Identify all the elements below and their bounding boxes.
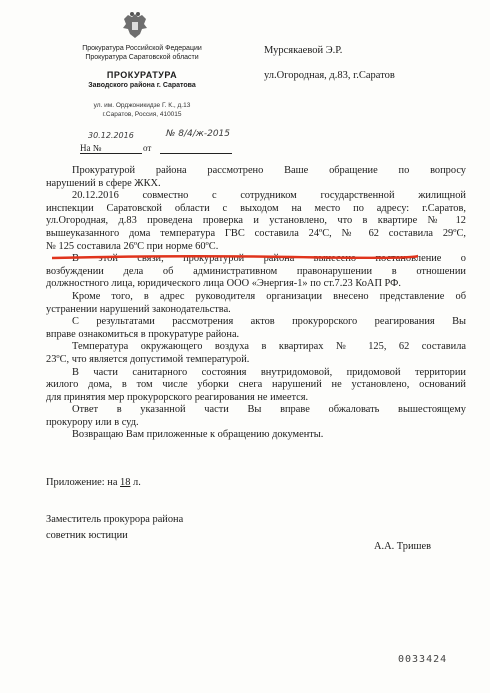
body-line: ул.Огородная, д.83 проведена проверка и установлено, что в квартире № 12	[46, 215, 466, 227]
body-line: 20.12.2016 совместно с сотрудником государственной жилищной	[72, 190, 466, 202]
recipient-address: ул.Огородная, д.83, г.Саратов	[264, 70, 395, 81]
office-title: ПРОКУРАТУРА	[106, 70, 178, 80]
body-line: устранении нарушений законодательства.	[46, 303, 231, 315]
letter-body	[46, 165, 466, 442]
red-marker-underline	[52, 254, 418, 260]
attachment-prefix: Приложение: на	[46, 477, 118, 488]
body-line: прокурору или в суд.	[46, 416, 139, 428]
org-line-region: Прокуратура Саратовской области	[85, 54, 199, 61]
body-line: вышеуказанного дома температура ГВС составила 24ºС, № 62 составила 29ºС,	[46, 227, 466, 239]
body-line: инспекции Саратовской области с выходом на место по адресу: г.Саратов,	[46, 202, 466, 214]
org-line-federation: Прокуратура Российской Федерации	[82, 45, 202, 52]
attachment-suffix: л.	[133, 477, 141, 488]
body-line: № 125 составила 26ºС при норме 60ºС.	[46, 240, 219, 252]
body-line: Прокуратурой района рассмотрено Ваше обращение по вопросу	[72, 165, 466, 176]
body-line: Температура окружающего воздуха в квартирах № 125, 62 составила	[72, 341, 466, 353]
office-address-street: ул. им. Орджоникидзе Г. К., д.13	[93, 102, 191, 109]
office-address-city: г.Саратов, Россия, 410015	[102, 111, 182, 118]
body-line: должностного лица, юридического лица ООО «Энергия-1» по ст.7.23 КоАП РФ.	[46, 278, 401, 290]
reference-date-line	[160, 153, 232, 154]
body-line: нарушений в сфере ЖКХ.	[46, 177, 161, 189]
ot-label: от	[143, 143, 152, 153]
signer-rank: советник юстиции	[46, 530, 128, 541]
body-line: для принятия мер прокурорского реагирования не имеется.	[46, 391, 309, 403]
attachment-line	[46, 477, 141, 488]
office-subtitle: Заводского района г. Саратова	[88, 82, 196, 89]
body-line: В этой связи, прокуратурой района вынесено постановление о	[72, 253, 466, 265]
document-serial-stamp: 0033424	[398, 654, 448, 665]
handwritten-date: 30.12.2016	[88, 131, 134, 140]
na-label: На №	[80, 143, 102, 153]
body-line: Ответ в указанной части Вы вправе обжаловать вышестоящему	[72, 404, 466, 416]
handwritten-number: № 8/4/ж-2015	[166, 129, 230, 139]
signer-name: А.А. Тришев	[374, 541, 432, 552]
body-line: В части санитарного состояния внутридомовой, придомовой территории	[72, 366, 466, 378]
signer-position: Заместитель прокурора района	[46, 514, 184, 525]
body-line: 23ºС, что является допустимой температурой.	[46, 353, 250, 365]
body-line: Возвращаю Вам приложенные к обращению документы.	[72, 429, 324, 441]
body-line: Кроме того, в адрес руководителя организации внесено представление об	[72, 290, 466, 302]
coat-of-arms-icon	[120, 10, 150, 42]
attachment-count: 18	[120, 477, 131, 488]
body-line: вправе ознакомиться в прокуратуре района.	[46, 328, 240, 340]
body-line: С результатами рассмотрения актов прокурорского реагирования Вы	[72, 316, 466, 328]
reference-number-line	[80, 153, 142, 154]
body-line: возбуждении дела об административном правонарушении в отношении	[46, 265, 466, 277]
body-line: жилого дома, в том числе уборки снега нарушений не установлено, оснований	[46, 379, 466, 391]
recipient-name: Мурсякаевой Э.Р.	[264, 45, 343, 56]
